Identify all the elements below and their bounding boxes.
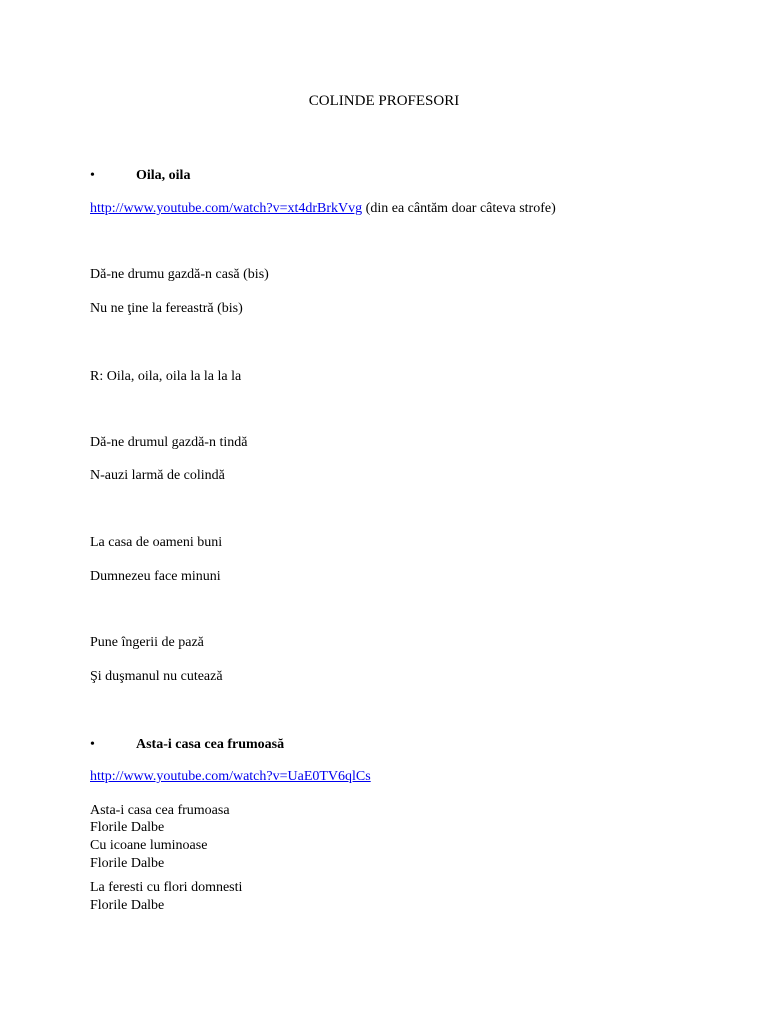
lyric-line: La feresti cu flori domnesti: [90, 880, 243, 895]
document-title: COLINDE PROFESORI: [308, 93, 460, 109]
section-heading-text: Oila, oila: [136, 168, 191, 183]
lyric-line: Cu icoane luminoase: [90, 838, 208, 853]
link-row: [90, 768, 371, 786]
lyric-line: La casa de oameni buni: [90, 535, 223, 550]
lyric-line: N-auzi larmă de colindă: [90, 468, 225, 483]
lyric-line: Florile Dalbe: [90, 820, 165, 835]
bullet-icon: •: [90, 737, 95, 752]
lyric-refrain: R: Oila, oila, oila la la la la: [90, 369, 242, 384]
link-row: [90, 200, 556, 218]
youtube-link-oila[interactable]: http://www.youtube.com/watch?v=xt4drBrkVvg: [90, 201, 363, 216]
lyric-line: Şi duşmanul nu cutează: [90, 669, 223, 684]
lyric-line: Florile Dalbe: [90, 898, 165, 913]
lyric-line: Asta-i casa cea frumoasa: [90, 803, 230, 818]
lyric-line: Florile Dalbe: [90, 856, 165, 871]
lyric-line: Dă-ne drumul gazdă-n tindă: [90, 435, 248, 450]
link-note: (din ea cântăm doar câteva strofe): [362, 201, 556, 216]
lyric-line: Pune îngerii de pază: [90, 635, 204, 650]
bullet-icon: •: [90, 168, 95, 183]
lyric-line: Dumnezeu face minuni: [90, 569, 221, 584]
lyric-line: Dă-ne drumu gazdă-n casă (bis): [90, 267, 269, 282]
lyric-line: Nu ne ţine la fereastră (bis): [90, 301, 243, 316]
youtube-link-asta[interactable]: http://www.youtube.com/watch?v=UaE0TV6qlCs: [90, 769, 371, 784]
section-heading-text: Asta-i casa cea frumoasă: [136, 737, 285, 752]
